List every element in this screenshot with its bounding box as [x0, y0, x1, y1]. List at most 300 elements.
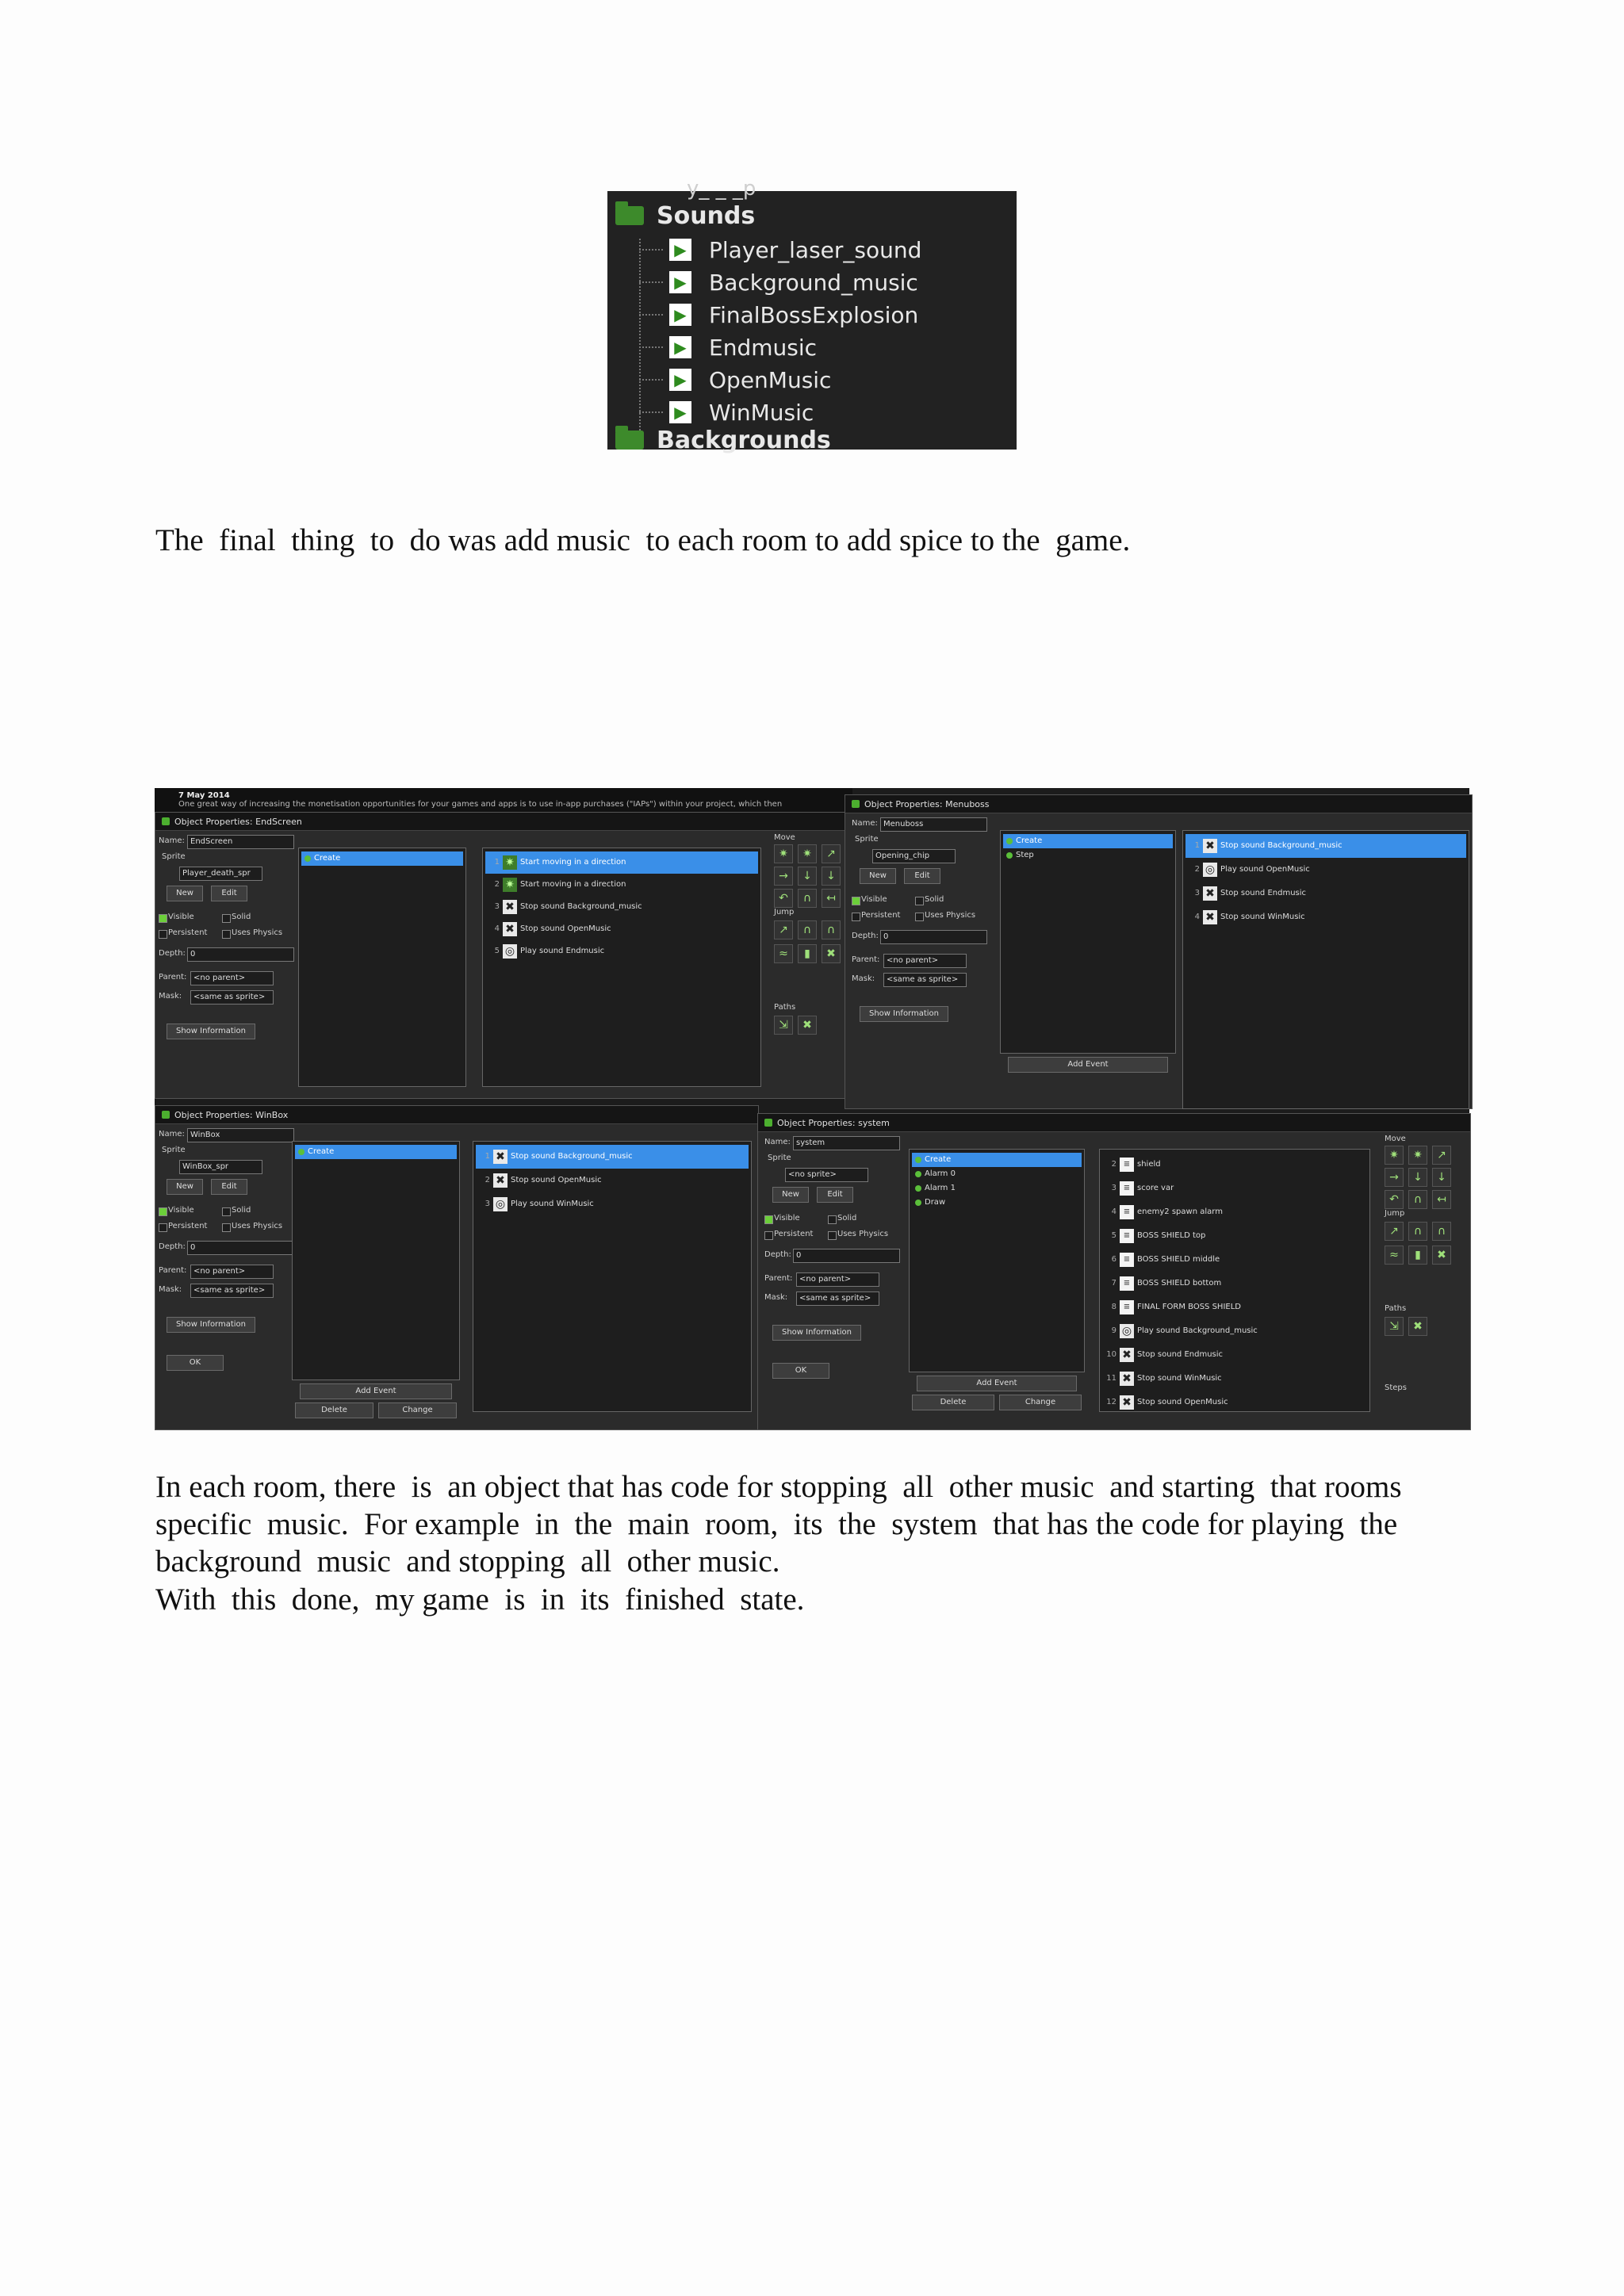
tool-gravity-icon[interactable]: ↓: [1432, 1168, 1451, 1187]
code-icon: ≡: [1120, 1253, 1134, 1267]
tool-move-towards-icon[interactable]: ↗: [1432, 1146, 1451, 1165]
play-sound-icon: ◎: [1120, 1324, 1134, 1338]
action-item[interactable]: [1102, 1319, 1367, 1343]
tool-end-path-icon[interactable]: ✖: [1408, 1317, 1427, 1336]
tool-end-path-icon[interactable]: ✖: [798, 1016, 817, 1035]
sound-file-icon: ▶: [669, 271, 691, 293]
move-icon: ✷: [503, 855, 517, 870]
name-label: Name:: [764, 1138, 791, 1146]
tool-speed-horizontal-icon[interactable]: →: [774, 867, 793, 886]
uses-physics-checkbox[interactable]: [222, 1223, 231, 1232]
event-label: Step: [1016, 851, 1034, 859]
steps-tab-label: Steps: [1385, 1383, 1407, 1392]
sound-file-icon: ▶: [669, 401, 691, 423]
persistent-checkbox[interactable]: [852, 913, 860, 921]
tool-jump-to-position-icon[interactable]: ↗: [1385, 1222, 1404, 1241]
events-list[interactable]: [298, 848, 466, 1087]
action-number: 9: [1111, 1326, 1116, 1335]
new-sprite-button[interactable]: New: [167, 886, 203, 901]
blog-text: One great way of increasing the monetisation opportunities for your games and apps is to use in-app purchases ("IAPs") within your project, which then: [178, 800, 783, 809]
event-label: Draw: [925, 1198, 946, 1207]
stop-sound-icon: ✖: [493, 1173, 508, 1188]
window-title: Object Properties: WinBox: [174, 1109, 289, 1120]
action-item[interactable]: [1185, 858, 1466, 882]
action-item[interactable]: [1102, 1343, 1367, 1367]
show-information-button[interactable]: Show Information: [167, 1024, 255, 1039]
tool-reverse-vertical-icon[interactable]: ∩: [1408, 1190, 1427, 1209]
tree-item-label: FinalBossExplosion: [709, 301, 919, 328]
action-item[interactable]: [1185, 905, 1466, 929]
stop-sound-icon: ✖: [493, 1150, 508, 1164]
tool-friction-icon[interactable]: ↤: [822, 889, 841, 908]
sprite-field[interactable]: Player_death_spr: [179, 867, 262, 881]
solid-checkbox[interactable]: [915, 897, 924, 905]
paragraph-finished: With this done, my game is in its finished state.: [155, 1582, 805, 1617]
tool-friction-icon[interactable]: ↤: [1432, 1190, 1451, 1209]
tree-item-sound[interactable]: [639, 299, 918, 331]
mask-field[interactable]: <same as sprite>: [190, 1284, 274, 1298]
tool-jump-to-start-icon[interactable]: ∩: [798, 920, 817, 939]
code-icon: ≡: [1120, 1276, 1134, 1291]
action-item[interactable]: [1102, 1367, 1367, 1391]
delete-button[interactable]: Delete: [912, 1395, 994, 1410]
tree-item-sound[interactable]: [639, 396, 814, 428]
tool-speed-vertical-icon[interactable]: ↓: [1408, 1168, 1427, 1187]
event-icon: [915, 1185, 921, 1192]
actions-list[interactable]: [473, 1141, 752, 1412]
sound-file-icon: ▶: [669, 239, 691, 261]
mask-label: Mask:: [764, 1293, 788, 1302]
persistent-label: Persistent: [774, 1230, 814, 1238]
tree-connector: [639, 281, 663, 283]
action-label: Play sound Endmusic: [520, 947, 605, 955]
jump-tab-label: Jump: [774, 908, 795, 916]
event-item[interactable]: [912, 1167, 1082, 1181]
paragraph-line: specific music. For example in the main room, its the system that has the code for playing the: [155, 1507, 1398, 1541]
depth-field[interactable]: 0: [880, 930, 987, 944]
action-item[interactable]: [1102, 1224, 1367, 1248]
action-label: Play sound Background_music: [1137, 1326, 1258, 1335]
tool-jump-random-icon[interactable]: ∩: [1432, 1222, 1451, 1241]
sprite-group-label: Sprite: [855, 835, 879, 844]
stop-sound-icon: ✖: [1120, 1372, 1134, 1386]
event-icon: [1006, 852, 1013, 859]
action-item[interactable]: [1102, 1177, 1367, 1200]
ok-button[interactable]: OK: [772, 1363, 829, 1379]
tree-item-label: Endmusic: [709, 334, 817, 361]
action-item[interactable]: [485, 874, 758, 896]
action-number: 2: [494, 880, 500, 889]
sprite-field[interactable]: <no sprite>: [785, 1168, 868, 1182]
edit-sprite-button[interactable]: Edit: [904, 868, 940, 884]
paths-tab-label: Paths: [774, 1003, 796, 1012]
tree-connector: [639, 379, 663, 381]
ok-button[interactable]: OK: [167, 1355, 224, 1371]
actions-list[interactable]: [1099, 1149, 1370, 1412]
tree-item-label: WinMusic: [709, 399, 814, 426]
tool-move-fixed-icon[interactable]: ✷: [1385, 1146, 1404, 1165]
action-number: 4: [1111, 1207, 1116, 1216]
action-number: 1: [494, 858, 500, 867]
persistent-checkbox[interactable]: [159, 930, 167, 939]
tool-bounce-icon[interactable]: ✖: [1432, 1246, 1451, 1265]
show-information-button[interactable]: Show Information: [772, 1325, 861, 1341]
action-item[interactable]: [1185, 882, 1466, 905]
action-item[interactable]: [485, 918, 758, 940]
blog-date: 7 May 2014: [178, 791, 230, 800]
depth-label: Depth:: [764, 1250, 791, 1259]
action-number: 3: [1194, 889, 1200, 897]
delete-button[interactable]: Delete: [295, 1402, 373, 1418]
parent-label: Parent:: [159, 973, 187, 982]
tool-reverse-vertical-icon[interactable]: ∩: [798, 889, 817, 908]
parent-label: Parent:: [852, 955, 880, 964]
tool-set-path-icon[interactable]: ⇲: [1385, 1317, 1404, 1336]
event-icon: [915, 1157, 921, 1163]
action-label: Stop sound WinMusic: [1137, 1374, 1222, 1383]
action-label: Stop sound OpenMusic: [520, 924, 611, 933]
stop-sound-icon: ✖: [503, 922, 517, 936]
tool-move-towards-icon[interactable]: ↗: [822, 844, 841, 863]
action-label: score var: [1137, 1184, 1174, 1192]
events-list[interactable]: [909, 1149, 1085, 1372]
mask-label: Mask:: [852, 974, 875, 983]
action-number: 5: [1111, 1231, 1116, 1240]
event-icon: [304, 855, 311, 862]
move-tab-label: Move: [774, 833, 795, 842]
tool-speed-vertical-icon[interactable]: ↓: [798, 867, 817, 886]
paragraph-music-intro: The final thing to do was add music to each room to add spice to the game.: [155, 523, 1131, 557]
actions-list[interactable]: [1182, 830, 1469, 1109]
tree-item-sound[interactable]: [639, 266, 918, 298]
action-item[interactable]: [1185, 834, 1466, 858]
action-number: 1: [485, 1152, 490, 1161]
action-number: 4: [1194, 913, 1200, 921]
persistent-label: Persistent: [168, 1222, 208, 1230]
action-number: 2: [1111, 1160, 1116, 1169]
action-label: shield: [1137, 1160, 1161, 1169]
action-item[interactable]: [485, 896, 758, 918]
folder-label: Sounds: [657, 201, 756, 230]
play-sound-icon: ◎: [1203, 863, 1217, 877]
window-title: Object Properties: Menuboss: [864, 798, 990, 809]
action-number: 6: [1111, 1255, 1116, 1264]
tree-item-sound[interactable]: [639, 234, 921, 266]
action-item[interactable]: [1102, 1153, 1367, 1177]
tool-align-to-grid-icon[interactable]: ≈: [774, 944, 793, 963]
tool-move-fixed-icon[interactable]: ✷: [774, 844, 793, 863]
stop-sound-icon: ✖: [1120, 1395, 1134, 1410]
action-label: enemy2 spawn alarm: [1137, 1207, 1223, 1216]
edit-sprite-button[interactable]: Edit: [211, 886, 247, 901]
event-item[interactable]: [912, 1181, 1082, 1196]
depth-label: Depth:: [159, 949, 186, 958]
uses-physics-checkbox[interactable]: [828, 1231, 837, 1240]
event-label: Create: [314, 854, 341, 863]
depth-field[interactable]: 0: [187, 947, 294, 962]
action-number: 3: [494, 902, 500, 911]
mask-field[interactable]: <same as sprite>: [190, 990, 274, 1004]
depth-field[interactable]: 0: [793, 1249, 900, 1263]
action-label: Start moving in a direction: [520, 880, 626, 889]
action-number: 3: [1111, 1184, 1116, 1192]
uses-physics-label: Uses Physics: [837, 1230, 889, 1238]
action-item[interactable]: [485, 851, 758, 874]
tree-connector: [639, 346, 663, 348]
new-sprite-button[interactable]: New: [860, 868, 896, 884]
edit-sprite-button[interactable]: Edit: [817, 1187, 853, 1203]
name-label: Name:: [852, 819, 878, 828]
mask-field[interactable]: <same as sprite>: [796, 1292, 879, 1306]
folder-label: Backgrounds: [657, 426, 831, 454]
action-number: 5: [494, 947, 500, 955]
solid-label: Solid: [232, 913, 251, 921]
add-event-button[interactable]: Add Event: [917, 1376, 1077, 1391]
event-item[interactable]: [1003, 834, 1173, 848]
sprite-group-label: Sprite: [162, 852, 186, 861]
event-item[interactable]: [301, 851, 463, 866]
persistent-label: Persistent: [861, 911, 901, 920]
tree-connector: [639, 249, 663, 251]
action-label: BOSS SHIELD bottom: [1137, 1279, 1222, 1288]
event-icon: [1006, 838, 1013, 844]
visible-checkbox[interactable]: [159, 1207, 167, 1216]
tool-wrap-screen-icon[interactable]: ▮: [1408, 1246, 1427, 1265]
paragraph-line: In each room, there is an object that has code for stopping all other music and starting that rooms: [155, 1470, 1402, 1504]
mask-label: Mask:: [159, 992, 182, 1001]
move-icon: ✷: [503, 878, 517, 892]
tree-connector: [639, 411, 663, 413]
events-list[interactable]: [292, 1141, 460, 1380]
visible-label: Visible: [774, 1214, 800, 1223]
action-label: Play sound OpenMusic: [1220, 865, 1310, 874]
window-icon: [162, 817, 170, 825]
code-icon: ≡: [1120, 1300, 1134, 1314]
change-button[interactable]: Change: [378, 1402, 457, 1418]
uses-physics-label: Uses Physics: [232, 928, 283, 937]
event-label: Create: [1016, 836, 1043, 845]
persistent-checkbox[interactable]: [159, 1223, 167, 1232]
solid-checkbox[interactable]: [222, 914, 231, 923]
tree-folder-sounds[interactable]: [615, 200, 755, 232]
edit-sprite-button[interactable]: Edit: [211, 1179, 247, 1195]
action-label: Stop sound Background_music: [520, 902, 642, 911]
uses-physics-label: Uses Physics: [232, 1222, 283, 1230]
action-item[interactable]: [1102, 1295, 1367, 1319]
action-label: Play sound WinMusic: [511, 1200, 594, 1208]
solid-label: Solid: [837, 1214, 857, 1223]
action-label: Start moving in a direction: [520, 858, 626, 867]
persistent-checkbox[interactable]: [764, 1231, 773, 1240]
code-icon: ≡: [1120, 1229, 1134, 1243]
action-item[interactable]: [1102, 1200, 1367, 1224]
sound-file-icon: ▶: [669, 369, 691, 391]
action-item[interactable]: [485, 940, 758, 962]
stop-sound-icon: ✖: [1203, 886, 1217, 901]
depth-label: Depth:: [852, 932, 879, 940]
event-icon: [298, 1149, 304, 1155]
action-number: 11: [1106, 1374, 1116, 1383]
tool-speed-horizontal-icon[interactable]: →: [1385, 1168, 1404, 1187]
show-information-button[interactable]: Show Information: [860, 1006, 948, 1022]
action-number: 2: [1194, 865, 1200, 874]
window-winbox: [155, 1105, 759, 1430]
action-number: 12: [1106, 1398, 1116, 1406]
window-title: Object Properties: system: [777, 1117, 890, 1128]
uses-physics-checkbox[interactable]: [915, 913, 924, 921]
tool-jump-to-start-icon[interactable]: ∩: [1408, 1222, 1427, 1241]
sprite-group-label: Sprite: [162, 1146, 186, 1154]
action-number: 2: [485, 1176, 490, 1184]
cut-off-item: y_ _ _p: [687, 177, 756, 201]
add-event-button[interactable]: Add Event: [300, 1383, 452, 1399]
window-system: [757, 1113, 1471, 1430]
action-item[interactable]: [1102, 1248, 1367, 1272]
parent-field[interactable]: <no parent>: [190, 1265, 274, 1279]
uses-physics-checkbox[interactable]: [222, 930, 231, 939]
event-icon: [915, 1200, 921, 1206]
action-number: 1: [1194, 841, 1200, 850]
tree-folder-backgrounds[interactable]: [615, 424, 831, 456]
code-icon: ≡: [1120, 1205, 1134, 1219]
visible-label: Visible: [168, 1206, 194, 1215]
solid-checkbox[interactable]: [828, 1215, 837, 1224]
action-label: Stop sound Endmusic: [1137, 1350, 1224, 1359]
action-item[interactable]: [1102, 1391, 1367, 1414]
event-icon: [915, 1171, 921, 1177]
action-number: 4: [494, 924, 500, 933]
tool-set-path-icon[interactable]: ⇲: [774, 1016, 793, 1035]
tool-wrap-screen-icon[interactable]: ▮: [798, 944, 817, 963]
action-item[interactable]: [476, 1192, 749, 1216]
tree-item-label: Player_laser_sound: [709, 236, 922, 263]
depth-field[interactable]: 0: [187, 1241, 294, 1255]
visible-label: Visible: [168, 913, 194, 921]
mask-field[interactable]: <same as sprite>: [883, 973, 967, 987]
tool-jump-to-position-icon[interactable]: ↗: [774, 920, 793, 939]
depth-label: Depth:: [159, 1242, 186, 1251]
name-label: Name:: [159, 836, 185, 845]
sprite-field[interactable]: WinBox_spr: [179, 1160, 262, 1174]
action-number: 10: [1106, 1350, 1116, 1359]
events-list[interactable]: [1000, 830, 1176, 1054]
stop-sound-icon: ✖: [503, 900, 517, 914]
action-label: Stop sound Endmusic: [1220, 889, 1307, 897]
stop-sound-icon: ✖: [1203, 839, 1217, 853]
action-label: Stop sound Background_music: [511, 1152, 633, 1161]
actions-list[interactable]: [482, 848, 761, 1087]
action-label: Stop sound OpenMusic: [511, 1176, 602, 1184]
event-item[interactable]: [1003, 848, 1173, 863]
tree-item-label: OpenMusic: [709, 366, 832, 393]
parent-field[interactable]: <no parent>: [796, 1272, 879, 1287]
tool-move-free-icon[interactable]: ✷: [798, 844, 817, 863]
tool-jump-random-icon[interactable]: ∩: [822, 920, 841, 939]
action-item[interactable]: [1102, 1272, 1367, 1295]
parent-field[interactable]: <no parent>: [190, 971, 274, 985]
parent-label: Parent:: [764, 1274, 793, 1283]
add-event-button[interactable]: Add Event: [1008, 1057, 1168, 1073]
window-icon: [764, 1119, 772, 1127]
tool-bounce-icon[interactable]: ✖: [822, 944, 841, 963]
new-sprite-button[interactable]: New: [167, 1179, 203, 1195]
paragraph-line: background music and stopping all other music.: [155, 1544, 780, 1578]
solid-label: Solid: [925, 895, 944, 904]
event-item[interactable]: [912, 1153, 1082, 1167]
tree-item-sound[interactable]: [639, 364, 831, 396]
sprite-field[interactable]: Opening_chip: [872, 849, 956, 863]
action-label: FINAL FORM BOSS SHIELD: [1137, 1303, 1241, 1311]
event-item[interactable]: [912, 1196, 1082, 1210]
tool-reverse-horizontal-icon[interactable]: ↶: [774, 889, 793, 908]
sprite-group-label: Sprite: [768, 1154, 791, 1162]
name-field[interactable]: EndScreen: [187, 835, 294, 849]
solid-label: Solid: [232, 1206, 251, 1215]
event-label: Create: [308, 1147, 335, 1156]
action-number: 8: [1111, 1303, 1116, 1311]
action-item[interactable]: [476, 1145, 749, 1169]
folder-icon: [615, 206, 644, 225]
show-information-button[interactable]: Show Information: [167, 1317, 255, 1333]
solid-checkbox[interactable]: [222, 1207, 231, 1216]
stop-sound-icon: ✖: [1203, 910, 1217, 924]
sound-tree-screenshot: [607, 177, 1017, 454]
tool-gravity-icon[interactable]: ↓: [822, 867, 841, 886]
change-button[interactable]: Change: [999, 1395, 1082, 1410]
tree-item-sound[interactable]: [639, 331, 817, 363]
sound-file-icon: ▶: [669, 336, 691, 358]
sound-file-icon: ▶: [669, 304, 691, 326]
visible-checkbox[interactable]: [159, 914, 167, 923]
event-item[interactable]: [295, 1145, 457, 1159]
name-field[interactable]: system: [793, 1136, 900, 1150]
parent-label: Parent:: [159, 1266, 187, 1275]
action-item[interactable]: [476, 1169, 749, 1192]
gamemaker-objects-screenshot: [155, 788, 1469, 1429]
visible-checkbox[interactable]: [764, 1215, 773, 1224]
window-menuboss: [845, 794, 1473, 1109]
paths-tab-label: Paths: [1385, 1304, 1407, 1313]
code-icon: ≡: [1120, 1181, 1134, 1196]
name-field[interactable]: Menuboss: [880, 817, 987, 832]
folder-icon: [615, 430, 644, 450]
event-label: Create: [925, 1155, 952, 1164]
mask-label: Mask:: [159, 1285, 182, 1294]
visible-label: Visible: [861, 895, 887, 904]
uses-physics-label: Uses Physics: [925, 911, 976, 920]
tree-item-label: Background_music: [709, 269, 918, 296]
paragraph-room-objects: [155, 1468, 1402, 1580]
tool-align-to-grid-icon[interactable]: ≈: [1385, 1246, 1404, 1265]
new-sprite-button[interactable]: New: [772, 1187, 809, 1203]
jump-tab-label: Jump: [1385, 1209, 1405, 1218]
visible-checkbox[interactable]: [852, 897, 860, 905]
window-title: Object Properties: EndScreen: [174, 816, 302, 827]
tool-move-free-icon[interactable]: ✷: [1408, 1146, 1427, 1165]
name-field[interactable]: WinBox: [187, 1128, 294, 1142]
tool-reverse-horizontal-icon[interactable]: ↶: [1385, 1190, 1404, 1209]
parent-field[interactable]: <no parent>: [883, 954, 967, 968]
code-icon: ≡: [1120, 1158, 1134, 1172]
event-label: Alarm 0: [925, 1169, 956, 1178]
tree-connector: [639, 314, 663, 316]
action-number: 7: [1111, 1279, 1116, 1288]
play-sound-icon: ◎: [493, 1197, 508, 1211]
event-label: Alarm 1: [925, 1184, 956, 1192]
action-label: Stop sound OpenMusic: [1137, 1398, 1228, 1406]
stop-sound-icon: ✖: [1120, 1348, 1134, 1362]
window-icon: [162, 1111, 170, 1119]
